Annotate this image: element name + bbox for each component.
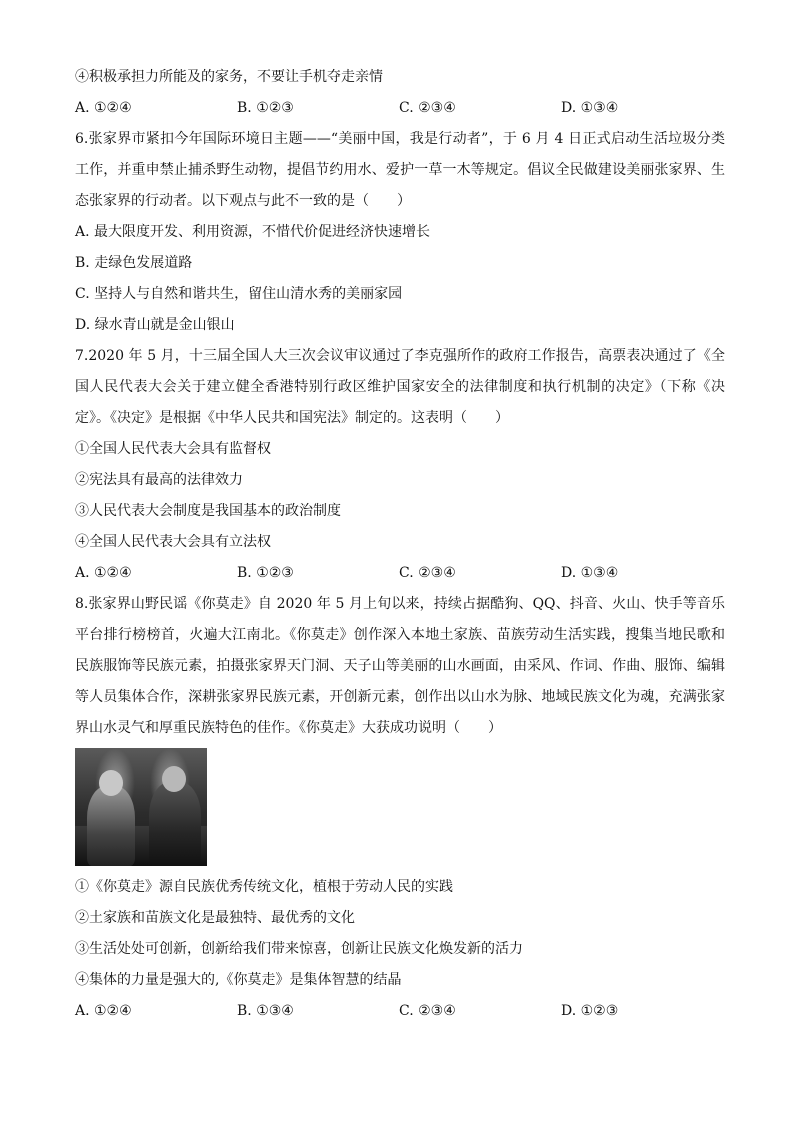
male-singer-figure <box>149 782 201 866</box>
q7-option-c: C. ②③④ <box>399 565 456 581</box>
singers-photo <box>75 748 207 866</box>
q7-option-b: B. ①②③ <box>237 565 294 581</box>
q7-item-4: ④全国人民代表大会具有立法权 <box>75 534 271 550</box>
q6-choice-c: C. 坚持人与自然和谐共生，留住山清水秀的美丽家园 <box>75 286 403 302</box>
q6-choice-b: B. 走绿色发展道路 <box>75 255 193 271</box>
female-singer-figure <box>87 786 135 866</box>
q5-option-c: C. ②③④ <box>399 100 456 116</box>
q8-options <box>75 996 725 1027</box>
q5-options <box>75 93 725 124</box>
q8-item-2: ②土家族和苗族文化是最独特、最优秀的文化 <box>75 910 355 926</box>
male-singer-head <box>162 766 186 792</box>
q7-stem: 7.2020 年 5 月，十三届全国人大三次会议审议通过了李克强所作的政府工作报告，高票表决通过了《全国人民代表大会关于建立健全香港特别行政区维护国家安全的法律制度和执行机制的决定》（下称《决定》。《决定》是根据《中华人民共和国宪法》制定的。这表明（ ） <box>75 348 725 426</box>
q8-option-c: C. ②③④ <box>399 1003 456 1019</box>
q8-item-1: ①《你莫走》源自民族优秀传统文化，植根于劳动人民的实践 <box>75 879 453 895</box>
q5-option-b: B. ①②③ <box>237 100 294 116</box>
exam-page <box>75 62 725 1027</box>
q8-item-4: ④集体的力量是强大的,《你莫走》是集体智慧的结晶 <box>75 972 402 988</box>
q8-stem: 8.张家界山野民谣《你莫走》自 2020 年 5 月上旬以来，持续占据酷狗、QQ、抖音、火山、快手等音乐平台排行榜榜首，火遍大江南北。《你莫走》创作深入本地土家族、苗族劳动生活实践，搜集当地民歌和民族服饰等民族元素，拍摄张家界天门洞、天子山等美丽的山水画面，由采风、作词、作曲、服饰、编辑等人员集体合作，深耕张家界民族元素，开创新元素，创作出以山水为脉、地域民族文化为魂，充满张家界山水灵气和厚重民族特色的佳作。《你莫走》大获成功说明（ ） <box>75 596 725 736</box>
q8-option-a: A. ①②④ <box>75 1003 132 1019</box>
q5-item-4: ④积极承担力所能及的家务，不要让手机夺走亲情 <box>75 69 383 85</box>
q7-item-2: ②宪法具有最高的法律效力 <box>75 472 243 488</box>
q6-stem: 6.张家界市紧扣今年国际环境日主题——“美丽中国，我是行动者”，于 6 月 4 日正式启动生活垃圾分类工作，并重申禁止捕杀野生动物，提倡节约用水、爱护一草一木等规定。倡议全民做建设美丽张家界、生态张家界的行动者。以下观点与此不一致的是（ ） <box>75 131 725 209</box>
q8-item-3: ③生活处处可创新，创新给我们带来惊喜，创新让民族文化焕发新的活力 <box>75 941 523 957</box>
q5-option-d: D. ①③④ <box>561 100 619 116</box>
q7-option-a: A. ①②④ <box>75 565 132 581</box>
q6-choice-d: D. 绿水青山就是金山银山 <box>75 317 235 333</box>
q5-option-a: A. ①②④ <box>75 100 132 116</box>
q7-item-3: ③人民代表大会制度是我国基本的政治制度 <box>75 503 341 519</box>
female-singer-head <box>99 770 123 796</box>
q7-option-d: D. ①③④ <box>561 565 619 581</box>
q8-option-d: D. ①②③ <box>561 1003 619 1019</box>
q6-choice-a: A. 最大限度开发、利用资源，不惜代价促进经济快速增长 <box>75 224 431 240</box>
q8-option-b: B. ①③④ <box>237 1003 294 1019</box>
q7-options <box>75 558 725 589</box>
q7-item-1: ①全国人民代表大会具有监督权 <box>75 441 271 457</box>
